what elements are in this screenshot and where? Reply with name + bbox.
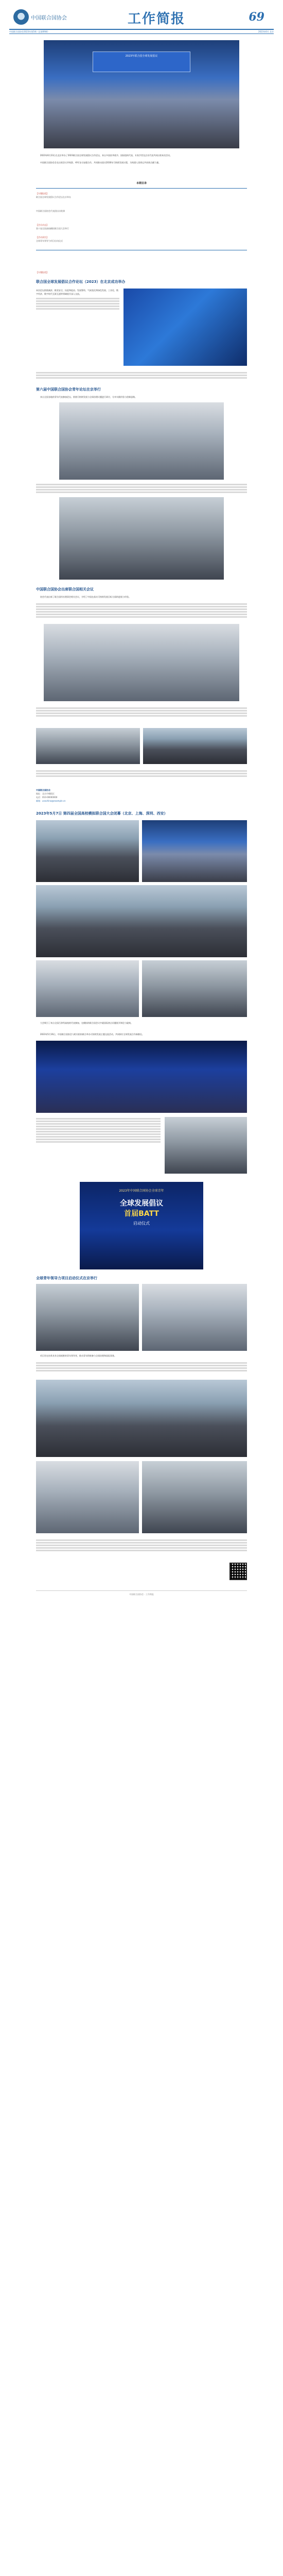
association-logo [13, 9, 29, 25]
speaker-photo [123, 289, 247, 366]
stage-screen [93, 52, 190, 72]
section2-paragraph: 来自全国各地的青年代表参加论坛，围绕可持续发展与全球治理议题进行研讨，分享实践经验与创新思路。 [40, 396, 137, 398]
delegates-photo [36, 885, 247, 957]
banner-line-2: 全球发展倡议 [120, 1199, 163, 1208]
closing-photo-right [142, 1461, 247, 1533]
text-lines [36, 484, 247, 493]
newsletter-page [0, 7, 283, 1612]
text-lines [36, 1118, 161, 1143]
toc-item[interactable]: 第十届全国高校模拟联合国大会举行 [36, 227, 69, 230]
meeting-photo [44, 624, 239, 701]
audience-photo [142, 1284, 247, 1351]
section4-heading: 2023年5月7日 第四届全国高校模拟联合国大会闭幕（北京、上海、深圳、西安） [36, 811, 168, 816]
stage-screen-text: 2023年联合国全球发展倡议 [125, 55, 158, 58]
subline-right: 2023年6月 北京 [258, 30, 274, 33]
banner-line-1: 2023年中国联合国协会全球青年 [119, 1189, 164, 1193]
closing-photos [36, 1461, 247, 1533]
section5-text [36, 1117, 161, 1174]
thumb-photo [143, 728, 247, 764]
qr-area [36, 1563, 247, 1580]
text-lines [36, 707, 247, 717]
section1-heading: 联合国全球发展倡议合作论坛（2023）在北京成功举办 [36, 280, 126, 284]
closing-photo [36, 1380, 247, 1457]
speaker-photo [36, 1284, 139, 1351]
closing-photo-left [36, 1461, 139, 1533]
thumb-row [36, 728, 247, 764]
section5-paragraph: 2023年5月16日，中国联合国协会与相关机构联合举办可持续发展主题交流活动，共同探讨全球发展合作新路径。 [40, 1033, 144, 1036]
section3-heading: 中国联合国协会出席联合国相关会议 [36, 587, 94, 591]
forum-photo [59, 402, 224, 480]
toc-item[interactable]: 全球青年领导力项目启动仪式 [36, 240, 63, 242]
section4-paragraph: 大会吸引了来自全国百余所高校的代表参加，在模拟的联合国会议中就国际热点问题展开辩论与磋商。 [40, 1022, 133, 1024]
toc-title: 本期目录 [136, 182, 147, 185]
section5-row [36, 1117, 247, 1174]
toc-item[interactable]: 【活动预告】 [36, 236, 48, 239]
toc-item[interactable]: 【会员动态】 [36, 224, 48, 226]
intro-paragraph-2: 中国联合国协会会长出席会议并致辞，呼吁各方加强合作，共同推动落实2030年可持续发展议程，为构建人类命运共同体贡献力量。 [40, 161, 161, 164]
section-tag: 【专题报道】 [36, 271, 48, 274]
thumb-photo [36, 728, 140, 764]
text-lines [36, 1362, 247, 1371]
toc-list [36, 192, 247, 243]
toc-item[interactable]: 中国联合国协会代表团出访欧洲 [36, 210, 65, 212]
qr-code[interactable] [229, 1563, 247, 1580]
toc-item[interactable]: 联合国全球发展倡议合作论坛在京举办 [36, 196, 71, 198]
contact-email[interactable]: 邮箱：unachina@example.cn [36, 800, 66, 802]
section1-paragraph: 本次论坛围绕减贫、粮食安全、抗疫和疫苗、发展筹资、气候变化和绿色发展、工业化、数字经济、数字时代互联互通等领域展开深入交流。 [36, 289, 118, 295]
text-lines [36, 372, 247, 379]
contact-phone: 电话：010-00000000 [36, 796, 58, 799]
section1-text-column [36, 289, 119, 366]
section6-heading: 全球青年领导力项目启动仪式在京举行 [36, 1276, 97, 1280]
footer: 中国联合国协会 · 工作简报 [36, 1590, 247, 1596]
text-lines [36, 770, 247, 777]
section2-heading: 第六届中国联合国协会青年论坛在京举行 [36, 387, 101, 392]
text-lines [36, 298, 119, 310]
session-photo [142, 960, 247, 1017]
event-photo [142, 820, 247, 882]
banner-line-4: 启动仪式 [133, 1221, 150, 1226]
section4-photos [36, 820, 247, 882]
text-lines [36, 1539, 247, 1551]
section1-media-row [36, 289, 247, 366]
toc-item[interactable]: 【专题报道】 [36, 192, 48, 195]
session-photo [36, 960, 139, 1017]
text-lines [36, 603, 247, 618]
logo-text: 中国联合国协会 [31, 15, 67, 21]
contact-address: 地址：北京市朝阳区 [36, 792, 55, 795]
contact-label: 中国联合国协会 [36, 789, 50, 791]
section3-paragraph: 协会代表出席了联合国经社理事会相关会议，介绍了中国在落实可持续发展目标方面的进展与经验。 [40, 596, 131, 598]
ceremony-photo [36, 1041, 247, 1113]
issue-number: 69 [249, 10, 264, 24]
section6-photos [36, 1284, 247, 1351]
launch-banner [80, 1182, 203, 1269]
contact-block [36, 788, 247, 803]
group-photo [36, 820, 139, 882]
section4-photos-2 [36, 960, 247, 1017]
newsletter-title: 工作简报 [128, 11, 186, 27]
masthead-subline [9, 29, 274, 34]
conference-photo [44, 40, 239, 148]
portrait-photo [165, 1117, 247, 1174]
discussion-photo [59, 497, 224, 580]
intro-paragraph-1: 2023年6月23日在北京举办了2023联合国全球发展倡议合作论坛，来自多国驻华使节、国际组织代表、专家学者及企业代表共同出席本次活动。 [40, 154, 172, 157]
subline-left: 中国联合国协会2023年第5期（总第69期） [9, 30, 49, 33]
masthead [9, 7, 274, 27]
section6-paragraph: 项目旨在培养具有全球视野的青年领导者，推动青年积极参与全球治理和国际事务。 [40, 1354, 116, 1357]
banner-line-3: 首届BATT [124, 1210, 159, 1218]
